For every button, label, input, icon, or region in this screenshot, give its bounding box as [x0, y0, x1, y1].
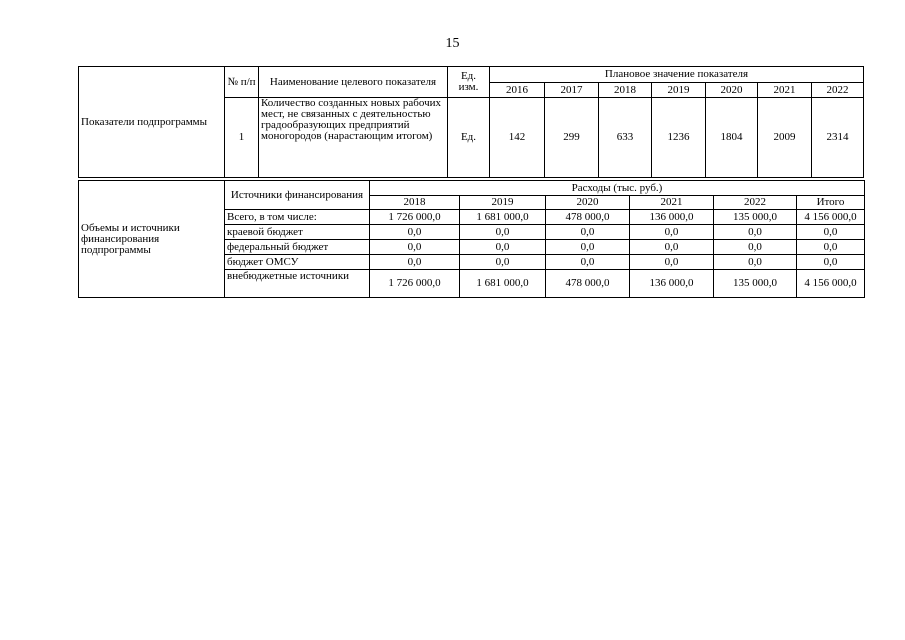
amount-cell: 136 000,0	[630, 210, 714, 225]
col-expenses-header: Расходы (тыс. руб.)	[370, 181, 865, 196]
amount-cell: 136 000,0	[630, 270, 714, 298]
year-header: 2016	[490, 83, 545, 98]
amount-cell: 0,0	[714, 240, 797, 255]
page-number: 15	[445, 36, 460, 51]
indicator-value: 1236	[652, 98, 706, 178]
amount-total-cell: 0,0	[797, 225, 865, 240]
indicator-value: 633	[599, 98, 652, 178]
fin-year-header: 2018	[370, 196, 460, 210]
year-header: 2018	[599, 83, 652, 98]
fin-year-header: 2022	[714, 196, 797, 210]
fin-total-header: Итого	[797, 196, 865, 210]
indicator-value: 2009	[758, 98, 812, 178]
amount-cell: 0,0	[630, 240, 714, 255]
amount-cell: 0,0	[460, 240, 546, 255]
source-label: краевой бюджет	[225, 225, 370, 240]
amount-total-cell: 4 156 000,0	[797, 210, 865, 225]
indicators-section-label: Показатели подпрограммы	[79, 67, 225, 178]
source-label: бюджет ОМСУ	[225, 255, 370, 270]
amount-cell: 135 000,0	[714, 270, 797, 298]
indicator-value: 299	[545, 98, 599, 178]
year-header: 2019	[652, 83, 706, 98]
indicator-value: 2314	[812, 98, 864, 178]
year-header: 2020	[706, 83, 758, 98]
col-name-header: Наименование целевого показателя	[259, 67, 448, 98]
amount-cell: 0,0	[546, 225, 630, 240]
indicator-num: 1	[225, 98, 259, 178]
amount-cell: 0,0	[370, 225, 460, 240]
amount-cell: 0,0	[546, 240, 630, 255]
amount-total-cell: 0,0	[797, 255, 865, 270]
indicator-unit: Ед.	[448, 98, 490, 178]
col-source-header: Источники финансирования	[225, 181, 370, 210]
amount-cell: 0,0	[714, 225, 797, 240]
amount-total-cell: 4 156 000,0	[797, 270, 865, 298]
fin-year-header: 2020	[546, 196, 630, 210]
amount-cell: 0,0	[460, 225, 546, 240]
source-label: Всего, в том числе:	[225, 210, 370, 225]
indicators-table	[78, 66, 864, 178]
amount-cell: 0,0	[546, 255, 630, 270]
amount-cell: 0,0	[714, 255, 797, 270]
source-label: федеральный бюджет	[225, 240, 370, 255]
amount-cell: 1 681 000,0	[460, 210, 546, 225]
fin-year-header: 2019	[460, 196, 546, 210]
col-plan-header: Плановое значение показателя	[490, 67, 864, 83]
amount-cell: 1 681 000,0	[460, 270, 546, 298]
col-num-header: № п/п	[225, 67, 259, 98]
financing-section-label: Объемы и источники финансирования подпрограммы	[79, 181, 225, 298]
year-header: 2021	[758, 83, 812, 98]
col-unit-header: Ед. изм.	[448, 67, 490, 98]
fin-year-header: 2021	[630, 196, 714, 210]
amount-total-cell: 0,0	[797, 240, 865, 255]
amount-cell: 0,0	[630, 255, 714, 270]
amount-cell: 135 000,0	[714, 210, 797, 225]
year-header: 2017	[545, 83, 599, 98]
amount-cell: 1 726 000,0	[370, 210, 460, 225]
amount-cell: 0,0	[370, 240, 460, 255]
amount-cell: 1 726 000,0	[370, 270, 460, 298]
indicator-name: Количество созданных новых рабочих мест, не связанных с деятельностью градообразующих предприятий моногородов (нарастающим итогом)	[259, 98, 448, 178]
indicator-value: 1804	[706, 98, 758, 178]
amount-cell: 478 000,0	[546, 210, 630, 225]
year-header: 2022	[812, 83, 864, 98]
amount-cell: 0,0	[370, 255, 460, 270]
source-label: внебюджетные источники	[225, 270, 370, 298]
financing-table	[78, 180, 865, 298]
amount-cell: 0,0	[630, 225, 714, 240]
amount-cell: 478 000,0	[546, 270, 630, 298]
indicator-value: 142	[490, 98, 545, 178]
amount-cell: 0,0	[460, 255, 546, 270]
